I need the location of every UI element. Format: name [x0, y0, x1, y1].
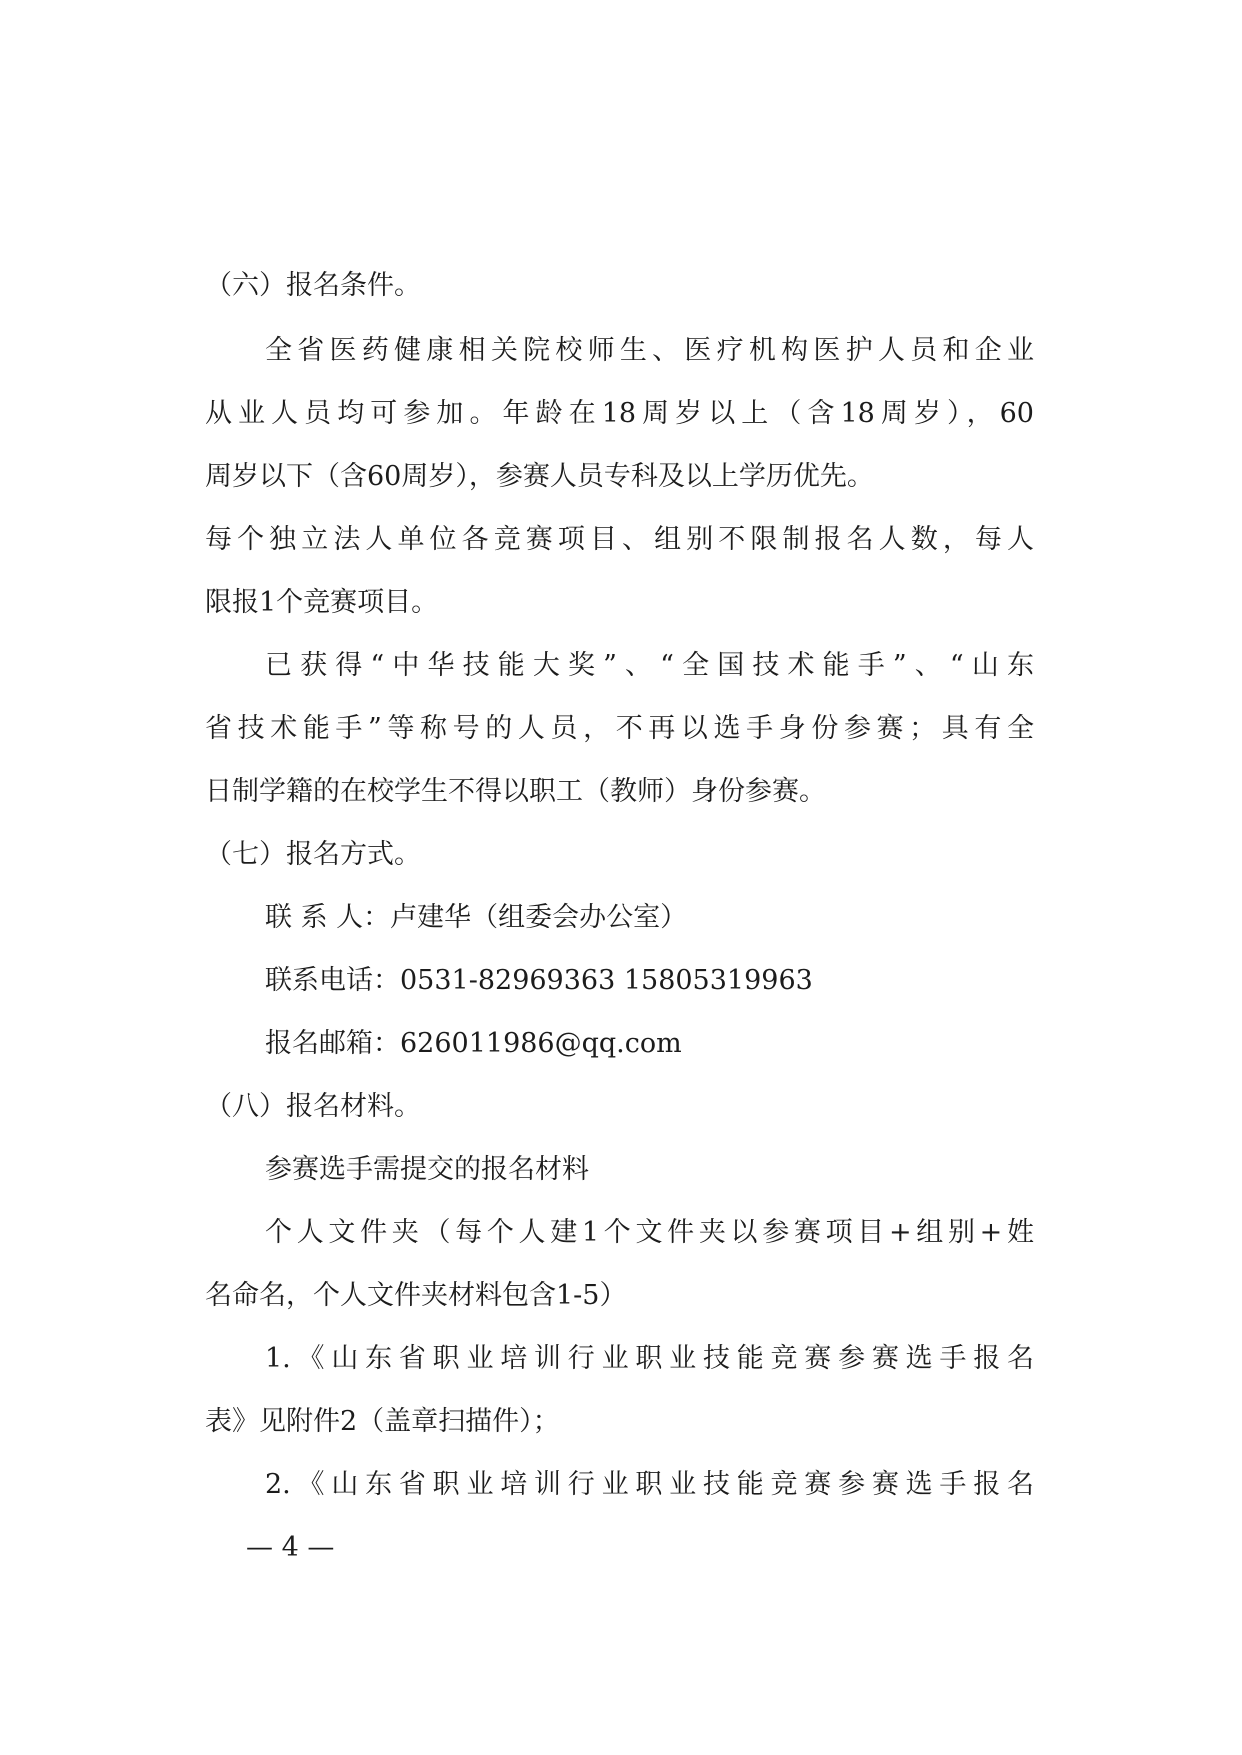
heading-section-8: （八）报名材料。 [205, 1091, 421, 1122]
body-line: 省技术能手”等称号的人员，不再以选手身份参赛；具有全 [205, 713, 1034, 744]
body-line: 每个独立法人单位各竞赛项目、组别不限制报名人数，每人 [205, 524, 1034, 555]
body-line: 名命名，个人文件夹材料包含1-5） [205, 1280, 627, 1311]
body-line: 参赛选手需提交的报名材料 [265, 1154, 589, 1185]
body-line: 已获得“中华技能大奖”、“全国技术能手”、“山东 [265, 650, 1034, 681]
body-line: 周岁以下（含60周岁），参赛人员专科及以上学历优先。 [205, 461, 874, 492]
contact-email: 报名邮箱：626011986@qq.com [265, 1028, 682, 1059]
list-item-2: 2.《山东省职业培训行业职业技能竞赛参赛选手报名 [265, 1469, 1034, 1500]
body-line: 个人文件夹（每个人建1个文件夹以参赛项目+组别+姓 [265, 1217, 1034, 1248]
heading-section-7: （七）报名方式。 [205, 839, 421, 870]
body-line: 日制学籍的在校学生不得以职工（教师）身份参赛。 [205, 776, 826, 807]
contact-person: 联 系 人：卢建华（组委会办公室） [265, 902, 688, 933]
body-line: 全省医药健康相关院校师生、医疗机构医护人员和企业 [265, 335, 1034, 366]
contact-phone: 联系电话：0531-82969363 15805319963 [265, 965, 813, 996]
page-number: — 4 — [246, 1532, 335, 1563]
body-line: 限报1个竞赛项目。 [205, 587, 439, 618]
body-line: 从业人员均可参加。年龄在18周岁以上（含18周岁），60 [205, 398, 1034, 429]
list-item-1: 1.《山东省职业培训行业职业技能竞赛参赛选手报名 [265, 1343, 1034, 1374]
heading-section-6: （六）报名条件。 [205, 270, 421, 301]
list-item-1-cont: 表》见附件2（盖章扫描件）； [205, 1406, 560, 1437]
